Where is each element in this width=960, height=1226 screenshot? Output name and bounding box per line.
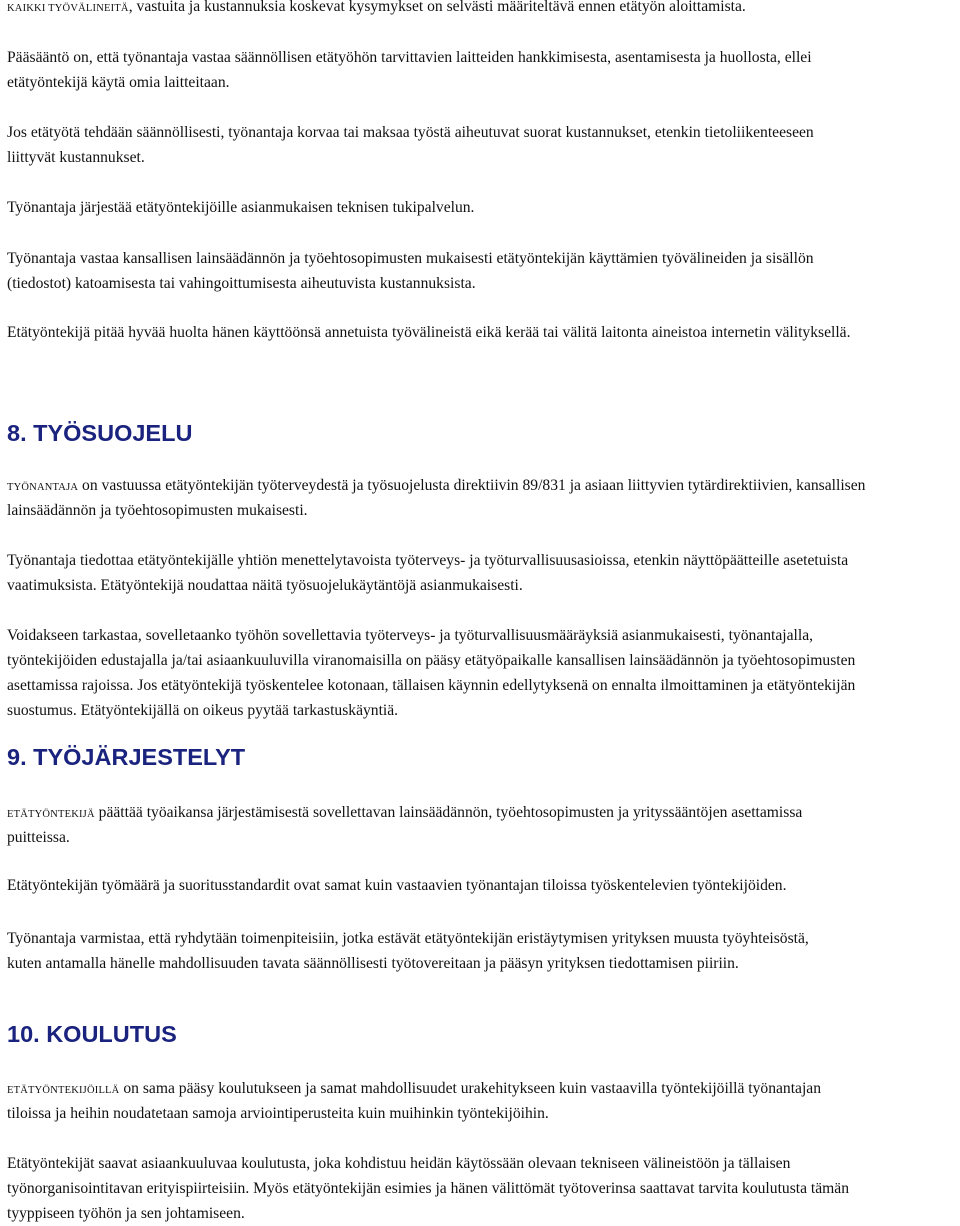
paragraph-line: Pääsääntö on, että työnantaja vastaa säännöllisen etätyöhön tarvittavien laitteiden hankkimisesta, asentamisesta ja huollosta, ellei: [7, 49, 812, 66]
smallcaps-lead: ETÄTYÖNTEKIJÄ: [7, 809, 95, 820]
paragraph-line: tyyppiseen työhön ja sen johtamiseen.: [7, 1205, 245, 1222]
paragraph-tech-support: [7, 195, 955, 220]
section-heading-koulutus: 10. KOULUTUS: [7, 1021, 177, 1047]
smallcaps-lead: ETÄTYÖNTEKIJÖILLÄ: [7, 1085, 120, 1096]
paragraph-line: Työnantaja varmistaa, että ryhdytään toimenpiteisiin, jotka estävät etätyöntekijän eristäytymisen yrityksen muusta työyhteisöstä,: [7, 930, 809, 947]
paragraph-line: asettamissa rajoissa. Jos etätyöntekijä työskentelee kotonaan, tällaisen käynnin edellytyksenä on ennalta ilmoittaminen ja etätyöntekijän: [7, 677, 856, 694]
paragraph-workload: [7, 873, 955, 898]
paragraph-line: , vastuita ja kustannuksia koskevat kysymykset on selvästi määriteltävä ennen etätyön aloittamista.: [128, 0, 746, 15]
paragraph-line: lainsäädännön ja työehtosopimusten mukaisesti.: [7, 502, 308, 519]
paragraph-care-of-tools: [7, 320, 955, 345]
paragraph-inspection-access: [7, 623, 955, 723]
paragraph-training-content: [7, 1151, 955, 1226]
paragraph-line: kuten antamalla hänelle mahdollisuuden tavata säännöllisesti työtovereitaan ja pääsyn yrityksen tiedottamisen piiriin.: [7, 955, 739, 972]
smallcaps-lead: KAIKKI TYÖVÄLINEITÄ: [7, 3, 129, 14]
paragraph-safety-info: [7, 548, 955, 598]
paragraph-line: Työnantaja tiedottaa etätyöntekijälle yhtiön menettelytavoista työterveys- ja työturvallisuusasioissa, etenkin näyttöpäätteille asetetuista: [7, 552, 849, 569]
paragraph-line: Etätyöntekijät saavat asiaankuuluvaa koulutusta, joka kohdistuu heidän käytössään olevaan tekniseen välineistöön ja tällaisen: [7, 1155, 791, 1172]
paragraph-line: Jos etätyötä tehdään säännöllisesti, työnantaja korvaa tai maksaa työstä aiheutuvat suorat kustannukset, etenkin tietoliikenteeseen: [7, 124, 814, 141]
section-heading-tyosuojelu: 8. TYÖSUOJELU: [7, 420, 193, 446]
paragraph-line: Etätyöntekijän työmäärä ja suoritusstandardit ovat samat kuin vastaavien työnantajan tiloissa työskentelevien työntekijöiden.: [7, 877, 787, 894]
paragraph-line: puitteissa.: [7, 829, 70, 846]
paragraph-line: vaatimuksista. Etätyöntekijä noudattaa näitä työsuojelukäytäntöjä asianmukaisesti.: [7, 577, 523, 594]
paragraph-line: työntekijöiden edustajalla ja/tai asiaankuuluvilla viranomaisilla on pääsy etätyöpaikalle kansallisen lainsäädännön ja työehtosopimusten: [7, 652, 856, 669]
paragraph-line: liittyvät kustannukset.: [7, 149, 145, 166]
paragraph-line: (tiedostot) katoamisesta tai vahingoittumisesta aiheutuvista kustannuksista.: [7, 275, 476, 292]
paragraph-employer-health-safety: [7, 473, 955, 523]
paragraph-equipment-responsibility: [7, 45, 955, 95]
paragraph-isolation-prevention: [7, 926, 955, 976]
paragraph-loss-liability: [7, 246, 955, 296]
paragraph-line: Voidakseen tarkastaa, sovelletaanko työhön sovellettavia työterveys- ja työturvallisuusmääräyksiä asianmukaisesti, työnantajalla,: [7, 627, 814, 644]
smallcaps-lead: TYÖNANTAJA: [7, 482, 79, 493]
paragraph-line: on sama pääsy koulutukseen ja samat mahdollisuudet urakehitykseen kuin vastaavilla työntekijöillä työnantajan: [119, 1080, 822, 1097]
paragraph-line: tiloissa ja heihin noudatetaan samoja arviointiperusteita kuin muihinkin työntekijöihin.: [7, 1105, 549, 1122]
paragraph-working-time: [7, 800, 955, 850]
paragraph-line: on vastuussa etätyöntekijän työterveydestä ja työsuojelusta direktiivin 89/831 ja asiaan liittyvien tytärdirektiivien, kansallisen: [78, 477, 866, 494]
paragraph-training-access: [7, 1076, 955, 1126]
paragraph-line: suostumus. Etätyöntekijällä on oikeus pyytää tarkastuskäyntiä.: [7, 702, 399, 719]
paragraph-line: työnorganisointitavan erityispiirteisiin. Myös etätyöntekijän esimies ja hänen välittömät työtoverinsa saattavat tarvita koulutusta tämän: [7, 1180, 850, 1197]
paragraph-line: päättää työaikansa järjestämisestä sovellettavan lainsäädännön, työehtosopimusten ja yrityssääntöjen asettamissa: [94, 804, 803, 821]
paragraph-line: Työnantaja vastaa kansallisen lainsäädännön ja työehtosopimusten mukaisesti etätyöntekijän käyttämien työvälineiden ja sisällön: [7, 250, 814, 267]
paragraph-line: Etätyöntekijä pitää hyvää huolta hänen käyttöönsä annetuista työvälineistä eikä kerää tai välitä laitonta aineistoa internetin välityksellä.: [7, 324, 851, 341]
paragraph-line: Työnantaja järjestää etätyöntekijöille asianmukaisen teknisen tukipalvelun.: [7, 199, 475, 216]
paragraph-line: etätyöntekijä käytä omia laitteitaan.: [7, 74, 230, 91]
paragraph-costs: [7, 120, 955, 170]
section-heading-tyojarjestelyt: 9. TYÖJÄRJESTELYT: [7, 744, 246, 770]
paragraph-tools-intro: [7, 0, 955, 19]
